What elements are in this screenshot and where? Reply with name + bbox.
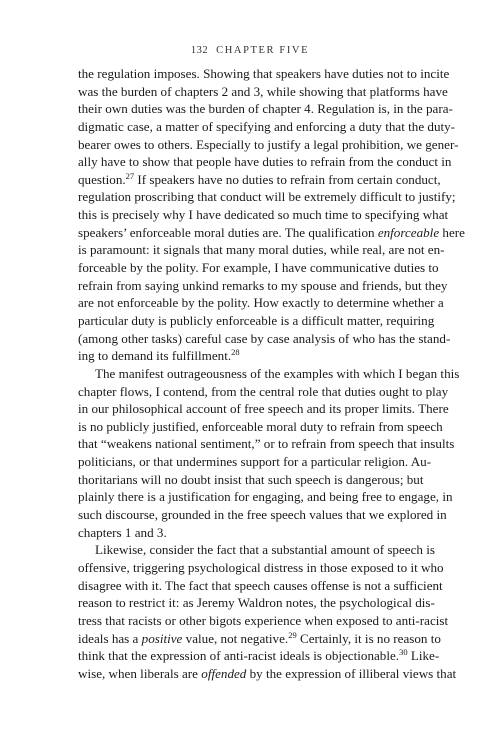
text-line [78, 541, 435, 559]
text-line [78, 488, 453, 506]
line-text: offensive, triggering psychological distress in those exposed to it who [78, 559, 444, 575]
text-line [78, 629, 441, 648]
italic-term: enforceable [377, 224, 440, 240]
text-line [78, 383, 449, 401]
line-text: thoritarians will no doubt insist that such speech is dangerous; but [78, 471, 424, 487]
line-text: The manifest outrageousness of the examples with which I began this [95, 365, 460, 381]
text-line [78, 83, 448, 101]
text-line [78, 294, 444, 312]
line-text: bearer owes to others. Especially to justify a legal prohibition, we gener- [78, 136, 459, 152]
line-text: in our philosophical account of free speech and its proper limits. There [78, 401, 449, 417]
body-text [78, 65, 465, 682]
line-text: such discourse, grounded in the free speech values that we explored in [78, 507, 447, 523]
text-line [78, 612, 449, 630]
line-text: regulation proscribing that conduct will be extremely difficult to justify; [78, 189, 456, 205]
text-line [78, 330, 451, 348]
line-text: (among other tasks) careful case by case analysis of who has the stand- [78, 330, 451, 346]
line-text: think that the expression of anti-racist ideals is objectionable. [78, 648, 400, 664]
text-line [78, 170, 441, 189]
line-text: are not enforceable by the polity. How exactly to determine whether a [78, 295, 444, 311]
line-text: chapter flows, I contend, from the central role that duties ought to play [78, 383, 449, 399]
line-text: is no publicly justified, enforceable moral duty to refrain from speech [78, 418, 443, 434]
line-text: chapters 1 and 3. [78, 524, 167, 540]
line-text: that “weakens national sentiment,” or to refrain from speech that insults [78, 436, 455, 452]
text-line [78, 647, 440, 665]
running-header [0, 45, 500, 56]
text-line [78, 241, 445, 259]
line-text: by the expression of illiberal views that [246, 665, 457, 681]
line-text: ing to demand its fulfillment. [78, 348, 232, 364]
line-text: tress that racists or other bigots experience when exposed to anti-racist [78, 612, 449, 628]
line-text: refrain from saying unkind remarks to my spouse and friends, but they [78, 277, 448, 293]
line-text: particular duty is publicly enforceable is a difficult matter, requiring [78, 312, 435, 328]
text-line [78, 347, 422, 365]
line-text: here [439, 224, 465, 240]
text-line [78, 100, 453, 118]
text-line [78, 594, 435, 612]
text-line [78, 435, 455, 453]
line-text: is paramount: it signals that many moral duties, while real, are not en- [78, 242, 445, 258]
line-text: ally have to show that people have duties to refrain from the conduct in [78, 154, 452, 170]
line-text: was the burden of chapters 2 and 3, while showing that platforms have [78, 83, 448, 99]
footnote-ref: 29 [288, 629, 297, 640]
text-line [78, 259, 439, 277]
line-text: disagree with it. The fact that speech causes offense is not a sufficient [78, 577, 443, 593]
line-text: plainly there is a justification for engaging, and being free to engage, in [78, 489, 453, 505]
text-line [78, 506, 447, 524]
chapter-title: CHAPTER FIVE [216, 45, 310, 56]
text-line [78, 277, 448, 295]
text-line [78, 453, 432, 471]
text-line [78, 312, 435, 330]
text-line [78, 136, 459, 154]
text-line [78, 559, 444, 577]
line-text: reason to restrict it: as Jeremy Waldron notes, the psychological dis- [78, 595, 435, 611]
text-line [78, 153, 452, 171]
text-line [78, 400, 449, 418]
line-text: digmatic case, a matter of specifying and enforcing a duty that the duty- [78, 118, 456, 134]
line-text: Likewise, consider the fact that a substantial amount of speech is [95, 542, 435, 558]
line-text: their own duties was the burden of chapter 4. Regulation is, in the para- [78, 101, 453, 117]
text-line [78, 665, 457, 683]
line-text: the regulation imposes. Showing that speakers have duties not to incite [78, 66, 450, 81]
text-line [78, 65, 450, 83]
line-text: ideals has a [78, 630, 142, 646]
line-text: wise, when liberals are [78, 665, 202, 681]
line-text: this is precisely why I have dedicated so much time to specifying what [78, 207, 449, 223]
text-line [78, 206, 449, 224]
line-text: speakers’ enforceable moral duties are. The qualification [78, 224, 378, 240]
line-text: Certainly, it is no reason to [296, 630, 441, 646]
footnote-ref: 27 [125, 170, 135, 181]
line-text: forceable by the polity. For example, I have communicative duties to [78, 260, 439, 276]
text-line [78, 365, 460, 383]
page-number: 132 [190, 45, 209, 56]
italic-term: positive [141, 630, 183, 646]
line-text: question. [78, 171, 126, 187]
footnote-ref: 28 [231, 347, 240, 358]
line-text: If speakers have no duties to refrain from certain conduct, [134, 171, 441, 187]
text-line [78, 577, 443, 595]
text-line [78, 118, 456, 136]
text-line [78, 471, 422, 489]
line-text: value, not negative. [182, 630, 289, 646]
text-line [78, 524, 422, 542]
line-text: Like- [407, 648, 440, 664]
line-text: politicians, or that undermines support for a particular religion. Au- [78, 454, 432, 470]
text-line [78, 224, 465, 242]
text-line [78, 188, 456, 206]
italic-term: offended [201, 665, 247, 681]
footnote-ref: 30 [399, 647, 408, 658]
text-line [78, 418, 443, 436]
